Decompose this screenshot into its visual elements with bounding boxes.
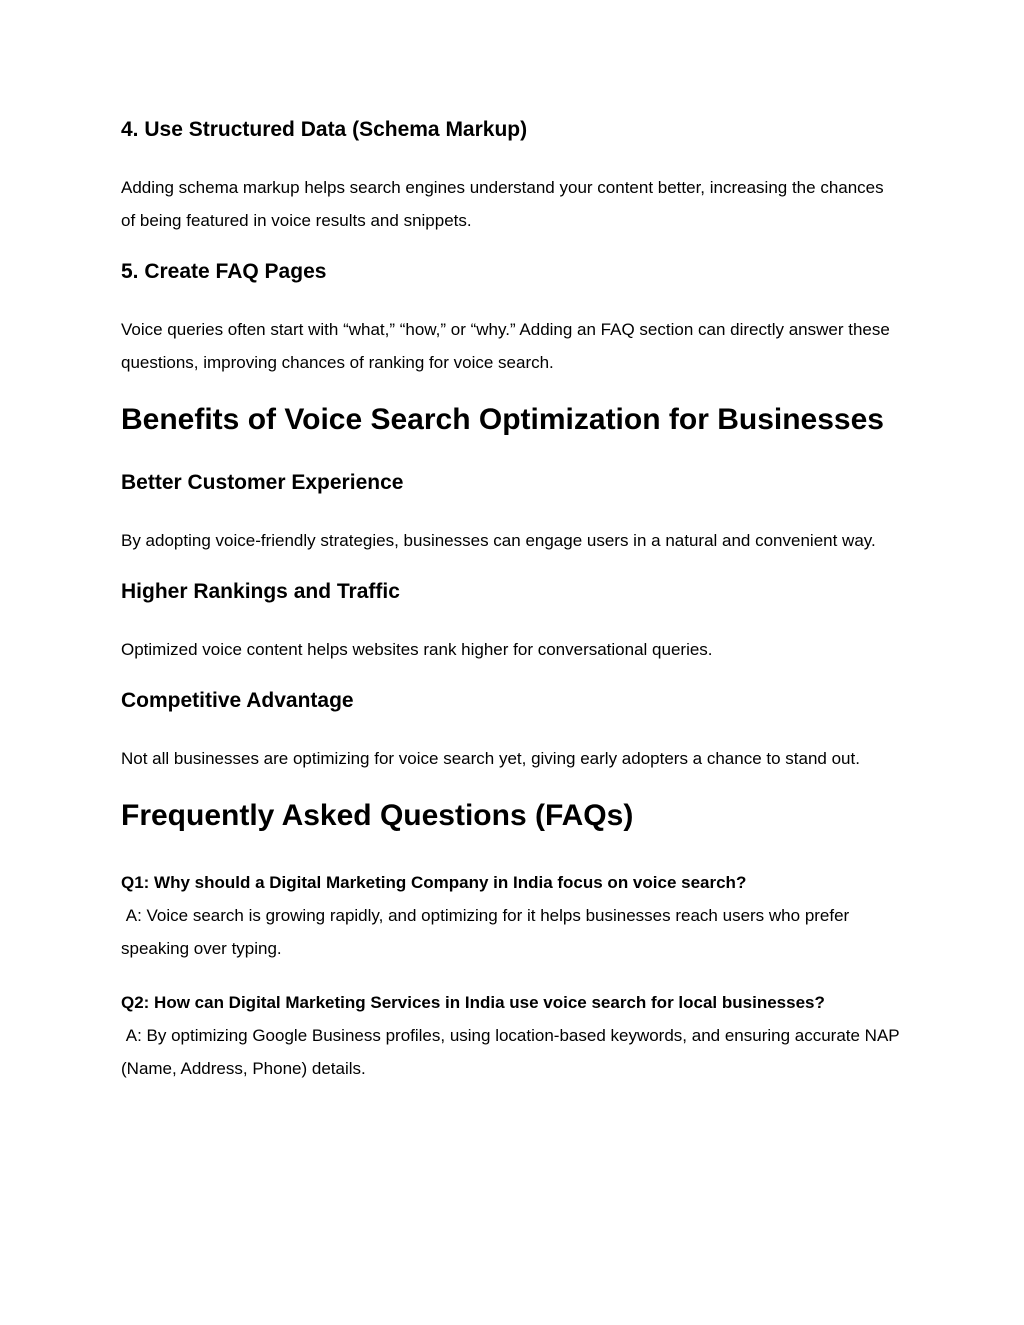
benefit-heading-customer-experience: Better Customer Experience [121, 471, 404, 494]
document-content [121, 117, 905, 1085]
faq-answer-1: A: Voice search is growing rapidly, and optimizing for it helps businesses reach users who prefer speaking over typing. [121, 906, 854, 958]
benefit-paragraph-competitive-advantage: Not all businesses are optimizing for voice search yet, giving early adopters a chance to stand out. [121, 749, 860, 768]
benefit-paragraph-customer-experience: By adopting voice-friendly strategies, businesses can engage users in a natural and convenient way. [121, 531, 876, 550]
benefit-heading-rankings-traffic: Higher Rankings and Traffic [121, 580, 400, 603]
section-heading-structured-data: 4. Use Structured Data (Schema Markup) [121, 118, 528, 141]
faq-answer-2: A: By optimizing Google Business profiles, using location-based keywords, and ensuring accurate NAP (Name, Address, Phone) details. [121, 1026, 905, 1078]
benefit-paragraph-rankings-traffic: Optimized voice content helps websites rank higher for conversational queries. [121, 640, 713, 659]
section-paragraph-create-faq-pages: Voice queries often start with “what,” “how,” or “why.” Adding an FAQ section can directly answer these questions, improving chances of ranking for voice search. [121, 320, 890, 372]
faq-question-1: Q1: Why should a Digital Marketing Company in India focus on voice search? [121, 873, 747, 892]
benefit-heading-competitive-advantage: Competitive Advantage [121, 689, 354, 712]
section-paragraph-structured-data: Adding schema markup helps search engines understand your content better, increasing the chances of being featured in voice results and snippets. [121, 178, 884, 230]
faq-title: Frequently Asked Questions (FAQs) [121, 799, 634, 832]
section-heading-create-faq-pages: 5. Create FAQ Pages [121, 260, 327, 283]
faq-question-2: Q2: How can Digital Marketing Services in India use voice search for local businesses? [121, 993, 825, 1012]
benefits-title: Benefits of Voice Search Optimization for Businesses [121, 403, 884, 436]
